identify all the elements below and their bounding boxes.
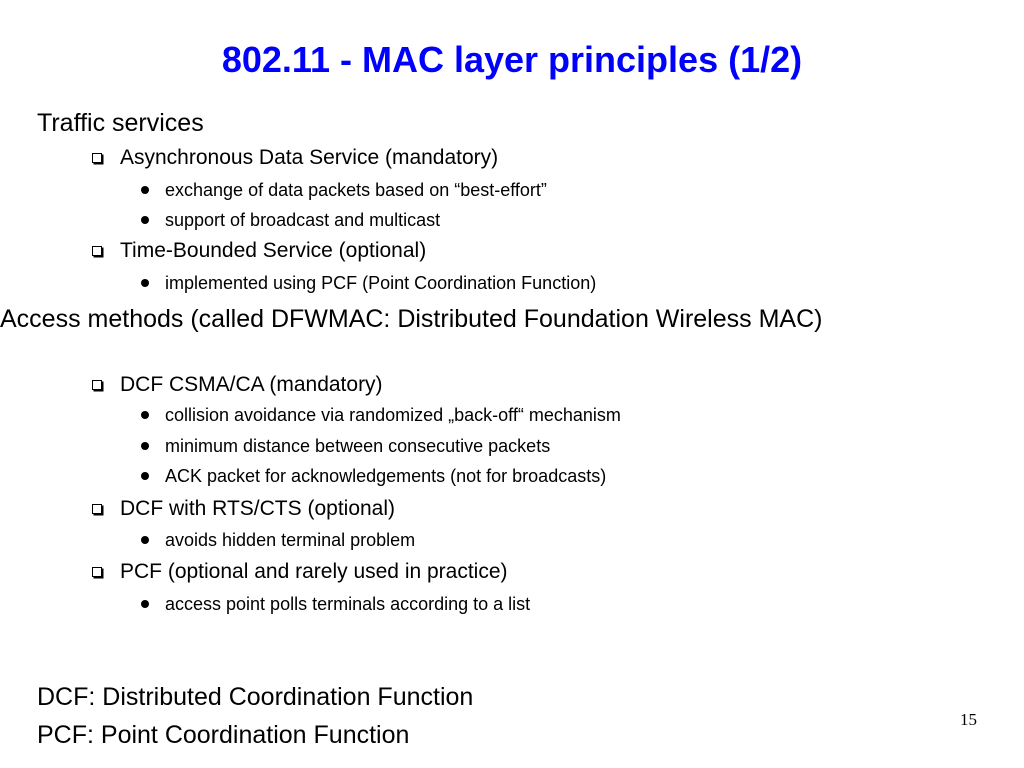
- time-bounded-service-label: Time-Bounded Service (optional): [120, 239, 427, 262]
- dot-bullet-icon: [141, 472, 149, 480]
- dcf-rts-point-hidden-terminal: avoids hidden terminal problem: [165, 530, 416, 550]
- dot-bullet-icon: [141, 411, 149, 419]
- async-point-broadcast: support of broadcast and multicast: [165, 210, 441, 230]
- page-number: 15: [960, 710, 977, 729]
- definition-pcf: PCF: Point Coordination Function: [37, 721, 410, 749]
- definition-dcf: DCF: Distributed Coordination Function: [37, 683, 474, 711]
- square-bullet-icon: [92, 567, 102, 577]
- slide-title: 802.11 - MAC layer principles (1/2): [221, 39, 803, 80]
- dot-bullet-icon: [141, 536, 149, 544]
- dot-bullet-icon: [141, 186, 149, 194]
- pcf-label: PCF (optional and rarely used in practice): [120, 560, 508, 583]
- square-bullet-icon: [92, 380, 102, 390]
- async-service-label: Asynchronous Data Service (mandatory): [120, 146, 499, 169]
- dot-bullet-icon: [141, 600, 149, 608]
- dot-bullet-icon: [141, 216, 149, 224]
- dcf-rts-cts-label: DCF with RTS/CTS (optional): [120, 497, 396, 520]
- square-bullet-icon: [92, 246, 102, 256]
- square-bullet-icon: [92, 504, 102, 514]
- dot-bullet-icon: [141, 442, 149, 450]
- dcf-csma-point-ack: ACK packet for acknowledgements (not for broadcasts): [165, 466, 607, 486]
- dcf-csma-label: DCF CSMA/CA (mandatory): [120, 373, 383, 396]
- traffic-services-heading: Traffic services: [37, 109, 204, 137]
- dcf-csma-point-distance: minimum distance between consecutive packets: [165, 436, 551, 456]
- tbs-point-pcf: implemented using PCF (Point Coordination Function): [165, 273, 597, 293]
- async-point-best-effort: exchange of data packets based on “best-effort”: [165, 180, 547, 200]
- access-methods-heading: [0, 304, 907, 334]
- dcf-csma-point-backoff: collision avoidance via randomized „back-off“ mechanism: [165, 405, 621, 425]
- access-methods-heading-text: Access methods (called DFWMAC: Distributed Foundation Wireless MAC): [0, 305, 823, 333]
- pcf-point-polls: access point polls terminals according to a list: [165, 594, 531, 614]
- square-bullet-icon: [92, 153, 102, 163]
- dot-bullet-icon: [141, 279, 149, 287]
